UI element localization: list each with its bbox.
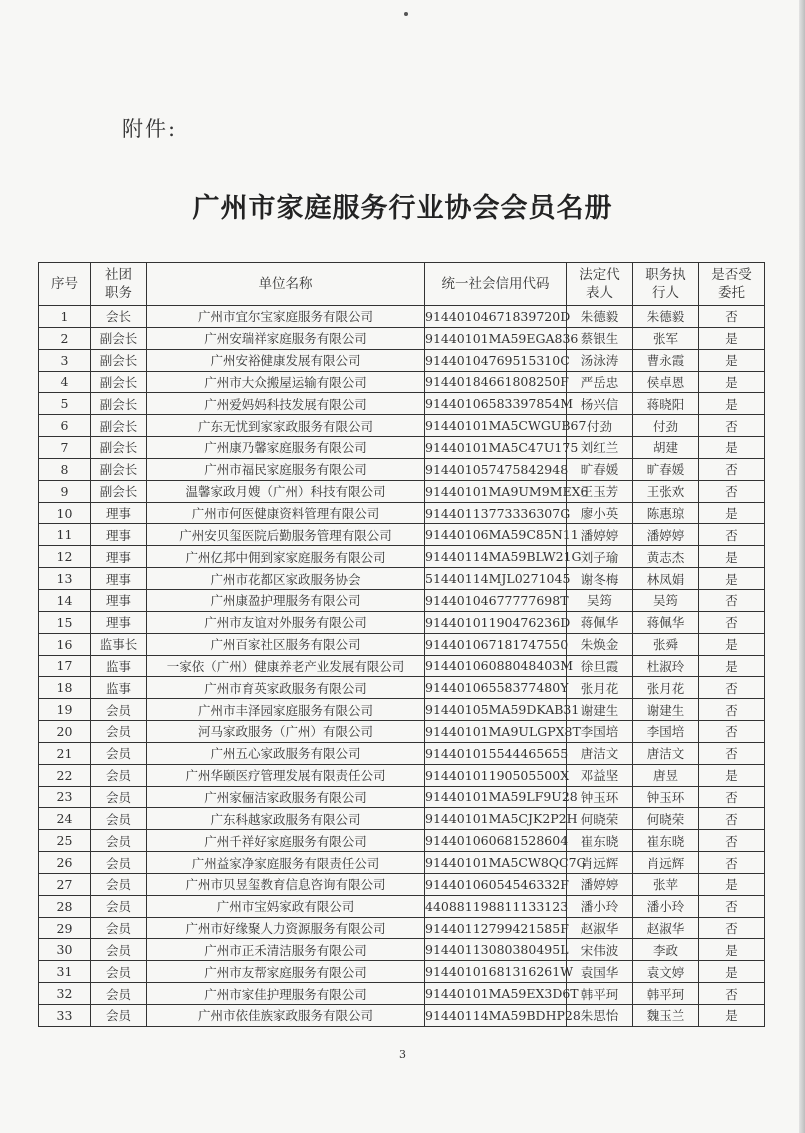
cell-index: 10 [39,502,91,524]
cell-credit-code: 91440101190505500X [425,764,567,786]
cell-executor: 黄志杰 [633,546,699,568]
cell-legal-rep: 袁国华 [567,961,633,983]
cell-entrusted: 否 [699,786,765,808]
cell-executor: 潘婷婷 [633,524,699,546]
table-row [39,764,765,786]
cell-index: 22 [39,764,91,786]
cell-unit-name: 温馨家政月嫂（广州）科技有限公司 [147,480,425,502]
attachment-label: 附件: [122,117,178,141]
cell-credit-code: 91440106583397854M [425,393,567,415]
cell-role: 理事 [91,524,147,546]
cell-credit-code: 91440101MA5CWGUB67 [425,415,567,437]
cell-role: 会员 [91,699,147,721]
cell-credit-code: 91440101MA5C47U175 [425,437,567,459]
cell-unit-name: 一家依（广州）健康养老产业发展有限公司 [147,655,425,677]
cell-executor: 付劲 [633,415,699,437]
cell-role: 会员 [91,917,147,939]
cell-legal-rep: 韩平珂 [567,983,633,1005]
header-unit-name: 单位名称 [147,263,425,306]
cell-executor: 王张欢 [633,480,699,502]
cell-unit-name: 广州益家净家庭服务有限责任公司 [147,852,425,874]
cell-legal-rep: 谢建生 [567,699,633,721]
cell-unit-name: 广州百家社区服务有限公司 [147,633,425,655]
cell-unit-name: 广州市贝昱玺教育信息咨询有限公司 [147,873,425,895]
table-row [39,480,765,502]
cell-credit-code: 440881198811133123 [425,895,567,917]
cell-legal-rep: 潘小玲 [567,895,633,917]
cell-executor: 唐昱 [633,764,699,786]
cell-entrusted: 否 [699,808,765,830]
table-row [39,437,765,459]
cell-unit-name: 广州市友帮家庭服务有限公司 [147,961,425,983]
table-row [39,808,765,830]
cell-credit-code: 91440104769515310C [425,349,567,371]
cell-index: 12 [39,546,91,568]
cell-role: 副会长 [91,437,147,459]
cell-index: 6 [39,415,91,437]
cell-credit-code: 91440101MA59EGA836 [425,327,567,349]
cell-entrusted: 是 [699,1005,765,1027]
cell-entrusted: 是 [699,939,765,961]
cell-executor: 蒋晓阳 [633,393,699,415]
cell-unit-name: 广州康乃馨家庭服务有限公司 [147,437,425,459]
cell-index: 15 [39,611,91,633]
cell-entrusted: 是 [699,961,765,983]
cell-legal-rep: 王玉芳 [567,480,633,502]
table-row [39,633,765,655]
cell-unit-name: 广州市依佳族家政服务有限公司 [147,1005,425,1027]
cell-index: 9 [39,480,91,502]
table-row [39,1005,765,1027]
cell-credit-code: 91440106054546332F [425,873,567,895]
cell-unit-name: 广州市宜尔宝家庭服务有限公司 [147,306,425,328]
cell-unit-name: 广州安瑞祥家庭服务有限公司 [147,327,425,349]
cell-credit-code: 91440101MA5CW8QC7G [425,852,567,874]
cell-index: 8 [39,458,91,480]
cell-legal-rep: 徐旦霞 [567,655,633,677]
cell-index: 25 [39,830,91,852]
header-entrusted: 是否受委托 [699,263,765,306]
table-row [39,961,765,983]
cell-unit-name: 广州市育英家政服务有限公司 [147,677,425,699]
cell-index: 21 [39,742,91,764]
cell-role: 监事 [91,655,147,677]
table-row [39,371,765,393]
cell-entrusted: 否 [699,742,765,764]
header-executor: 职务执行人 [633,263,699,306]
cell-credit-code: 91440105747584294​8 [425,458,567,480]
cell-index: 14 [39,589,91,611]
cell-role: 会员 [91,983,147,1005]
table-row [39,611,765,633]
table-row [39,393,765,415]
cell-executor: 李国培 [633,721,699,743]
cell-entrusted: 否 [699,917,765,939]
cell-executor: 张舜 [633,633,699,655]
table-row [39,721,765,743]
cell-unit-name: 广州市宝妈家政有限公司 [147,895,425,917]
cell-role: 会员 [91,873,147,895]
cell-unit-name: 广州爱妈妈科技发展有限公司 [147,393,425,415]
cell-entrusted: 否 [699,589,765,611]
cell-entrusted: 否 [699,458,765,480]
cell-index: 33 [39,1005,91,1027]
table-row [39,677,765,699]
table-row [39,655,765,677]
cell-unit-name: 广州市丰泽园家庭服务有限公司 [147,699,425,721]
cell-credit-code: 91440114MA59BDHP28 [425,1005,567,1027]
cell-credit-code: 91440104677777698T [425,589,567,611]
table-row [39,786,765,808]
cell-credit-code: 91440101MA59LF9U28 [425,786,567,808]
table-row [39,568,765,590]
cell-executor: 何晓荣 [633,808,699,830]
cell-unit-name: 广州五心家政服务有限公司 [147,742,425,764]
cell-entrusted: 否 [699,830,765,852]
cell-entrusted: 否 [699,480,765,502]
cell-index: 29 [39,917,91,939]
cell-executor: 崔东晓 [633,830,699,852]
cell-role: 会员 [91,961,147,983]
cell-legal-rep: 赵淑华 [567,917,633,939]
cell-executor: 韩平珂 [633,983,699,1005]
cell-index: 2 [39,327,91,349]
cell-legal-rep: 吴筠 [567,589,633,611]
cell-role: 副会长 [91,415,147,437]
table-row [39,742,765,764]
cell-role: 理事 [91,546,147,568]
cell-credit-code: 91440101MA59EX3D6T [425,983,567,1005]
cell-entrusted: 是 [699,655,765,677]
cell-role: 理事 [91,502,147,524]
cell-index: 23 [39,786,91,808]
cell-index: 20 [39,721,91,743]
cell-index: 31 [39,961,91,983]
cell-executor: 张月花 [633,677,699,699]
cell-index: 26 [39,852,91,874]
cell-entrusted: 否 [699,611,765,633]
table-row [39,327,765,349]
table-row [39,895,765,917]
cell-index: 5 [39,393,91,415]
cell-role: 副会长 [91,480,147,502]
cell-legal-rep: 朱思怡 [567,1005,633,1027]
cell-unit-name: 广州康盈护理服务有限公司 [147,589,425,611]
cell-credit-code: 91440184661808250F [425,371,567,393]
cell-unit-name: 广州市好缘聚人力资源服务有限公司 [147,917,425,939]
cell-unit-name: 广州安裕健康发展有限公司 [147,349,425,371]
table-row [39,939,765,961]
cell-credit-code: 91440101190476236D [425,611,567,633]
cell-index: 32 [39,983,91,1005]
cell-entrusted: 是 [699,327,765,349]
cell-legal-rep: 刘子瑜 [567,546,633,568]
cell-legal-rep: 崔东晓 [567,830,633,852]
cell-executor: 肖远辉 [633,852,699,874]
cell-legal-rep: 钟玉环 [567,786,633,808]
cell-entrusted: 否 [699,677,765,699]
cell-legal-rep: 谢冬梅 [567,568,633,590]
cell-executor: 魏玉兰 [633,1005,699,1027]
cell-role: 会员 [91,764,147,786]
cell-entrusted: 是 [699,437,765,459]
document-title: 广州市家庭服务行业协会会员名册 [192,193,613,224]
cell-role: 副会长 [91,393,147,415]
cell-index: 16 [39,633,91,655]
cell-executor: 李政 [633,939,699,961]
cell-role: 会员 [91,786,147,808]
cell-role: 副会长 [91,458,147,480]
cell-credit-code: 91440112799421585F [425,917,567,939]
cell-executor: 谢建生 [633,699,699,721]
header-credit-code: 统一社会信用代码 [425,263,567,306]
cell-unit-name: 广州安贝玺医院后勤服务管理有限公司 [147,524,425,546]
cell-role: 理事 [91,589,147,611]
cell-entrusted: 是 [699,349,765,371]
cell-role: 会员 [91,721,147,743]
cell-entrusted: 否 [699,415,765,437]
cell-role: 会员 [91,808,147,830]
cell-entrusted: 否 [699,852,765,874]
cell-unit-name: 广州市福民家庭服务有限公司 [147,458,425,480]
page-number: 3 [399,1048,406,1061]
cell-credit-code: 91440101MA5CJK2P2H [425,808,567,830]
cell-role: 会员 [91,939,147,961]
cell-credit-code: 91440106068152860​4 [425,830,567,852]
header-role: 社团职务 [91,263,147,306]
cell-role: 副会长 [91,349,147,371]
cell-executor: 袁文婷 [633,961,699,983]
cell-entrusted: 是 [699,393,765,415]
cell-entrusted: 否 [699,306,765,328]
cell-role: 副会长 [91,371,147,393]
cell-legal-rep: 蔡银生 [567,327,633,349]
cell-legal-rep: 朱焕金 [567,633,633,655]
cell-legal-rep: 严岳忠 [567,371,633,393]
cell-legal-rep: 刘红兰 [567,437,633,459]
cell-role: 会员 [91,895,147,917]
cell-role: 会长 [91,306,147,328]
cell-executor: 赵淑华 [633,917,699,939]
cell-credit-code: 91440106718174755​0 [425,633,567,655]
cell-entrusted: 是 [699,633,765,655]
cell-legal-rep: 宋伟波 [567,939,633,961]
cell-unit-name: 广州市家佳护理服务有限公司 [147,983,425,1005]
cell-unit-name: 广州市正禾清洁服务有限公司 [147,939,425,961]
cell-entrusted: 是 [699,502,765,524]
cell-legal-rep: 杨兴信 [567,393,633,415]
cell-index: 18 [39,677,91,699]
cell-legal-rep: 邓益坚 [567,764,633,786]
table-row [39,458,765,480]
cell-index: 28 [39,895,91,917]
cell-role: 会员 [91,830,147,852]
cell-unit-name: 广东无忧到家家政服务有限公司 [147,415,425,437]
cell-role: 理事 [91,611,147,633]
cell-executor: 陈惠琼 [633,502,699,524]
cell-index: 11 [39,524,91,546]
cell-entrusted: 否 [699,895,765,917]
cell-executor: 胡建 [633,437,699,459]
table-row [39,873,765,895]
cell-legal-rep: 旷春媛 [567,458,633,480]
table-row [39,306,765,328]
cell-credit-code: 91440106MA59C85N11 [425,524,567,546]
cell-unit-name: 广州市何医健康资料管理有限公司 [147,502,425,524]
cell-executor: 林凤娟 [633,568,699,590]
cell-executor: 张军 [633,327,699,349]
cell-legal-rep: 潘婷婷 [567,524,633,546]
cell-entrusted: 否 [699,699,765,721]
cell-unit-name: 广州华颐医疗管理发展有限责任公司 [147,764,425,786]
cell-entrusted: 否 [699,524,765,546]
cell-legal-rep: 唐洁文 [567,742,633,764]
table-row [39,349,765,371]
cell-executor: 钟玉环 [633,786,699,808]
cell-role: 监事长 [91,633,147,655]
member-roster-table [38,262,765,1027]
table-row [39,546,765,568]
cell-unit-name: 广州家俪洁家政服务有限公司 [147,786,425,808]
cell-executor: 杜淑玲 [633,655,699,677]
table-header-row [39,263,765,306]
cell-role: 副会长 [91,327,147,349]
cell-legal-rep: 张月花 [567,677,633,699]
table-row [39,699,765,721]
cell-role: 会员 [91,1005,147,1027]
cell-executor: 朱德毅 [633,306,699,328]
cell-entrusted: 是 [699,371,765,393]
cell-unit-name: 广州市友谊对外服务有限公司 [147,611,425,633]
cell-credit-code: 91440105MA59DKAB31 [425,699,567,721]
cell-credit-code: 91440106558377480Y [425,677,567,699]
table-body [39,306,765,1027]
table-row [39,852,765,874]
cell-entrusted: 是 [699,546,765,568]
cell-role: 会员 [91,852,147,874]
cell-unit-name: 广东科越家政服务有限公司 [147,808,425,830]
cell-legal-rep: 汤泳涛 [567,349,633,371]
cell-legal-rep: 朱德毅 [567,306,633,328]
scan-dot [404,12,408,16]
cell-entrusted: 否 [699,983,765,1005]
table-row [39,589,765,611]
cell-legal-rep: 廖小英 [567,502,633,524]
cell-executor: 潘小玲 [633,895,699,917]
cell-index: 13 [39,568,91,590]
table-row [39,415,765,437]
cell-credit-code: 91440113080380495L [425,939,567,961]
cell-index: 4 [39,371,91,393]
table-row [39,524,765,546]
cell-unit-name: 广州亿邦中佣到家家庭服务有限公司 [147,546,425,568]
cell-index: 1 [39,306,91,328]
cell-index: 24 [39,808,91,830]
table-row [39,830,765,852]
cell-credit-code: 91440101MA9ULGPX8T [425,721,567,743]
cell-legal-rep: 李国培 [567,721,633,743]
cell-entrusted: 是 [699,764,765,786]
cell-credit-code: 91440106088048403M [425,655,567,677]
table-row [39,917,765,939]
cell-legal-rep: 肖远辉 [567,852,633,874]
header-legal-rep: 法定代表人 [567,263,633,306]
cell-unit-name: 广州千祥好家庭服务有限公司 [147,830,425,852]
cell-legal-rep: 何晓荣 [567,808,633,830]
cell-index: 27 [39,873,91,895]
cell-entrusted: 是 [699,568,765,590]
cell-entrusted: 是 [699,873,765,895]
cell-credit-code: 91440104671839720D [425,306,567,328]
header-index: 序号 [39,263,91,306]
cell-unit-name: 广州市大众搬屋运输有限公司 [147,371,425,393]
cell-credit-code: 91440101554446565​5 [425,742,567,764]
cell-executor: 侯卓恩 [633,371,699,393]
cell-credit-code: 91440114MA59BLW21G [425,546,567,568]
cell-executor: 吴筠 [633,589,699,611]
cell-role: 理事 [91,568,147,590]
page-edge-shadow [799,0,805,1133]
cell-entrusted: 否 [699,721,765,743]
cell-unit-name: 广州市花都区家政服务协会 [147,568,425,590]
cell-executor: 曹永霞 [633,349,699,371]
cell-legal-rep: 蒋佩华 [567,611,633,633]
cell-role: 监事 [91,677,147,699]
cell-index: 19 [39,699,91,721]
cell-executor: 蒋佩华 [633,611,699,633]
table-row [39,983,765,1005]
table-row [39,502,765,524]
cell-index: 17 [39,655,91,677]
cell-unit-name: 河马家政服务（广州）有限公司 [147,721,425,743]
cell-executor: 唐洁文 [633,742,699,764]
cell-index: 7 [39,437,91,459]
cell-index: 3 [39,349,91,371]
cell-executor: 旷春媛 [633,458,699,480]
cell-credit-code: 91440101MA9UM9MEX6 [425,480,567,502]
cell-executor: 张苹 [633,873,699,895]
cell-legal-rep: 付劲 [567,415,633,437]
cell-index: 30 [39,939,91,961]
cell-credit-code: 91440113773336307G [425,502,567,524]
cell-role: 会员 [91,742,147,764]
cell-legal-rep: 潘婷婷 [567,873,633,895]
cell-credit-code: 91440101681316261W [425,961,567,983]
cell-credit-code: 51440114MJL0271045 [425,568,567,590]
